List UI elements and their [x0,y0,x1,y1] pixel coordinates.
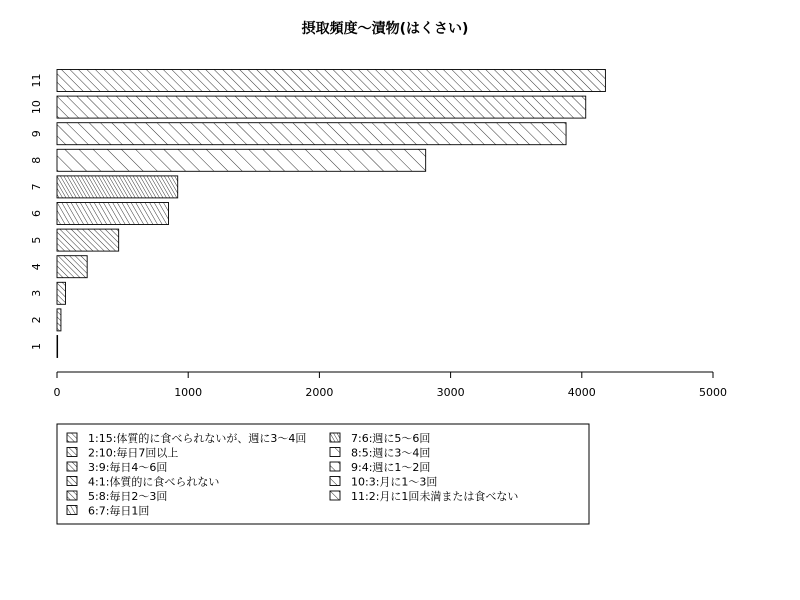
legend-label: 4:1:体質的に食べられない [88,475,220,489]
legend-label: 10:3:月に1～3回 [351,475,438,489]
bar-10 [57,96,586,118]
x-tick-label: 0 [53,386,61,399]
y-tick-label: 11 [30,73,43,88]
legend-label: 1:15:体質的に食べられないが、週に3～4回 [88,432,307,445]
chart-title: 摂取頻度～漬物(はくさい) [301,21,469,37]
bar-11 [57,70,605,92]
bar-8 [57,149,426,171]
legend-label: 11:2:月に1回未満または食べない [351,490,519,503]
bars-layer [57,70,605,358]
legend-label: 7:6:週に5～6回 [351,432,431,445]
y-tick-label: 4 [30,263,43,271]
legend-swatch [67,506,77,515]
bar-5 [57,229,119,251]
y-tick-label: 3 [30,289,43,297]
y-tick-label: 10 [30,100,43,115]
x-tick-label: 3000 [436,386,465,399]
y-tick-label: 8 [30,156,43,164]
legend-swatch [67,448,77,457]
legend-swatch [330,491,340,500]
bar-1 [57,336,58,358]
y-tick-label: 5 [30,236,43,244]
legend-item [67,431,306,445]
y-tick-label: 9 [30,130,43,138]
legend-swatch [67,462,77,471]
legend-swatch [330,448,340,457]
legend-label: 5:8:毎日2～3回 [88,490,168,503]
bar-9 [57,123,566,145]
legend-swatch [67,433,77,442]
x-tick-label: 2000 [305,386,334,399]
legend-label: 2:10:毎日7回以上 [88,446,179,460]
bar-6 [57,203,169,225]
y-axis [30,74,43,351]
legend-swatch [67,477,77,486]
bar-4 [57,256,87,278]
bar-7 [57,176,178,198]
y-tick-label: 6 [30,210,43,217]
x-tick-label: 5000 [699,386,727,399]
legend-item [330,489,518,503]
legend-label: 6:7:毎日1回 [88,504,150,518]
legend-swatch [67,491,77,500]
y-tick-label: 2 [30,316,43,324]
legend-swatch [330,433,340,442]
legend-label: 3:9:毎日4～6回 [88,461,168,474]
legend-label: 8:5:週に3～4回 [351,446,431,460]
legend-item [67,475,219,489]
legend-swatch [330,462,340,471]
legend-swatch [330,477,340,486]
bar-2 [57,309,61,331]
x-axis [54,372,728,399]
y-tick-label: 7 [30,183,43,191]
legend-label: 9:4:週に1～2回 [351,461,431,474]
x-tick-label: 1000 [174,386,203,399]
x-tick-label: 4000 [567,386,596,399]
bar-3 [57,282,66,304]
y-tick-label: 1 [30,343,43,350]
legend [57,424,589,524]
